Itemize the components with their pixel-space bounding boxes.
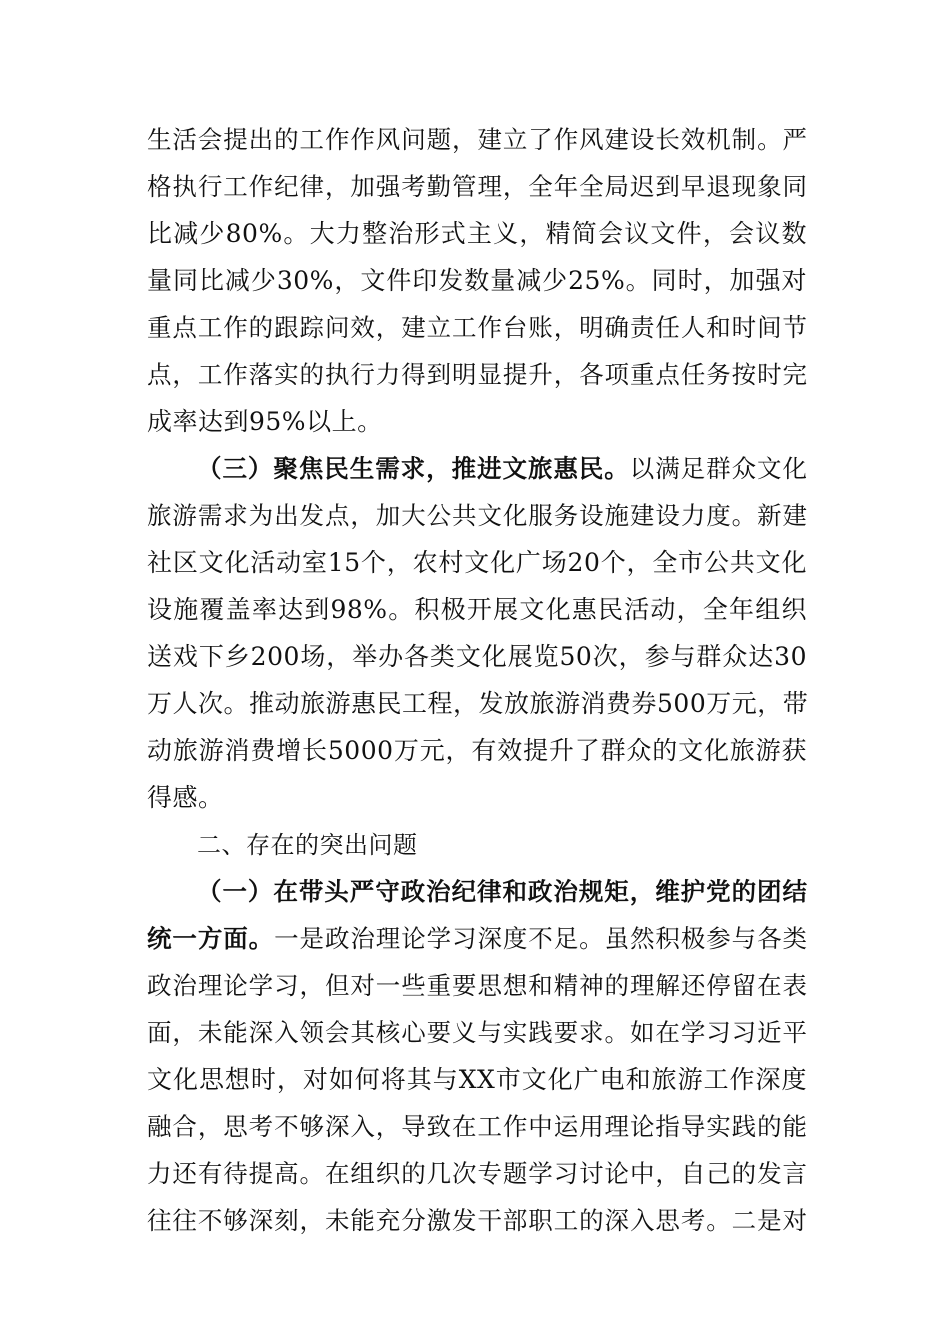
paragraph-lead-line [147, 924, 807, 954]
paragraph-text: 以满足群众文化 [629, 454, 808, 483]
paragraph-text: 一是政治理论学习深度不足。虽然积极参与各类 [274, 924, 808, 953]
text-line: 融合，思考不够深入，导致在工作中运用理论指导实践的能 [147, 1112, 807, 1141]
text-line: 成率达到95%以上。 [147, 407, 383, 436]
text-line: 量同比减少30%，文件印发数量减少25%。同时，加强对 [147, 266, 807, 295]
text-line: 重点工作的跟踪问效，建立工作台账，明确责任人和时间节 [147, 313, 807, 342]
text-line: 往往不够深刻，未能充分激发干部职工的深入思考。二是对 [147, 1206, 807, 1235]
text-line: 设施覆盖率达到98%。积极开展文化惠民活动，全年组织 [147, 595, 807, 624]
paragraph-lead: （一）在带头严守政治纪律和政治规矩，维护党的团结 [197, 877, 807, 906]
paragraph-lead: 统一方面。 [147, 924, 275, 953]
text-line: 面，未能深入领会其核心要义与实践要求。如在学习习近平 [147, 1018, 807, 1047]
text-line: 旅游需求为出发点，加大公共文化服务设施建设力度。新建 [147, 501, 807, 530]
text-line: 政治理论学习，但对一些重要思想和精神的理解还停留在表 [147, 971, 807, 1000]
text-line: 格执行工作纪律，加强考勤管理，全年全局迟到早退现象同 [147, 172, 807, 201]
section-heading: 二、存在的突出问题 [197, 831, 418, 859]
text-line: 文化思想时，对如何将其与XX市文化广电和旅游工作深度 [147, 1065, 807, 1094]
paragraph-lead: （三）聚焦民生需求，推进文旅惠民。 [197, 454, 630, 483]
text-line: 点，工作落实的执行力得到明显提升，各项重点任务按时完 [147, 360, 807, 389]
text-line: 力还有待提高。在组织的几次专题学习讨论中，自己的发言 [147, 1159, 807, 1188]
text-line: 动旅游消费增长5000万元，有效提升了群众的文化旅游获 [147, 736, 807, 765]
text-line: 比减少80%。大力整治形式主义，精简会议文件，会议数 [147, 219, 807, 248]
text-line: 生活会提出的工作作风问题，建立了作风建设长效机制。严 [147, 125, 807, 154]
text-line: 社区文化活动室15个，农村文化广场20个，全市公共文化 [147, 548, 807, 577]
text-line: 得感。 [147, 783, 224, 812]
text-line: 送戏下乡200场，举办各类文化展览50次，参与群众达30 [147, 642, 807, 671]
paragraph-lead-line [197, 454, 807, 484]
text-line: 万人次。推动旅游惠民工程，发放旅游消费券500万元，带 [147, 689, 809, 718]
